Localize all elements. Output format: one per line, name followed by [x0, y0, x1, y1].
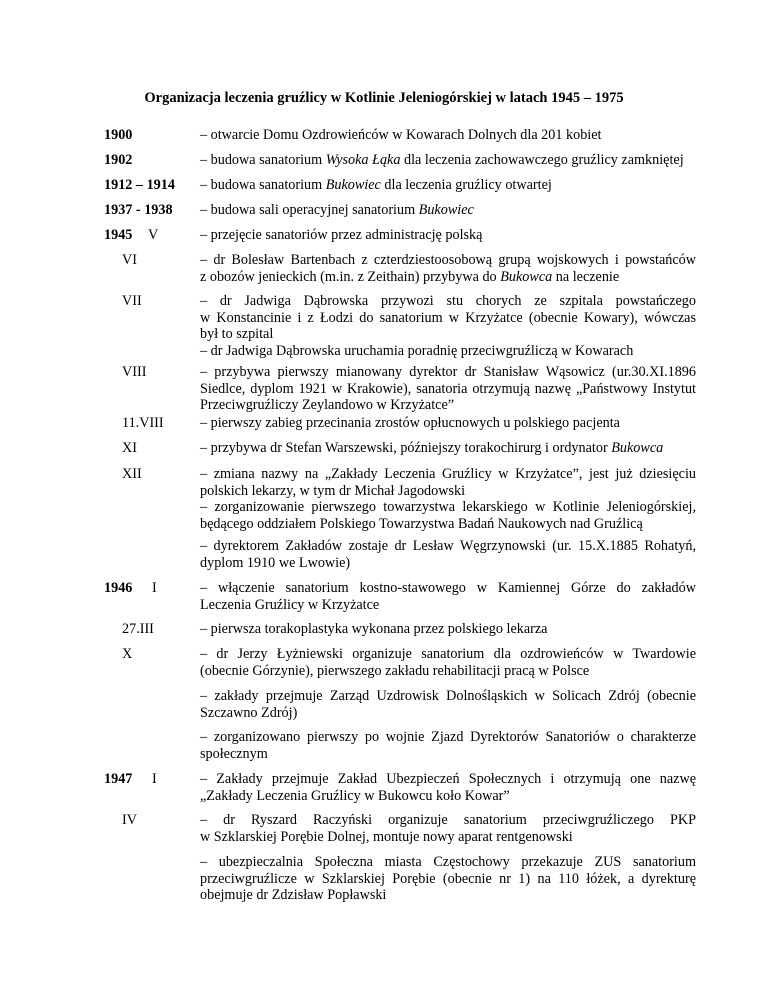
timeline-entry [104, 202, 696, 219]
timeline-entry [104, 127, 696, 144]
entry-text: przeciwgruźlicze w Szklarskiej Porębie (obecnie nr 1) na 110 łóżek, a dyrekturę [200, 870, 696, 887]
entry-text: – dr Jadwiga Dąbrowska przywozi stu chorych ze szpitala powstańczego [200, 293, 696, 309]
entry-text: – dr Jerzy Łyżniewski organizuje sanatorium dla ozdrowieńców w Twardowie [200, 646, 696, 662]
timeline-entry [104, 729, 696, 762]
entry-text: będącego oddziałem Polskiego Towarzystwa Badań Naukowych nad Gruźlicą [200, 515, 643, 532]
timeline-entry [104, 580, 696, 613]
timeline-entry [104, 771, 696, 804]
entry-text: – dr Jadwiga Dąbrowska uruchamia poradnię przeciwgruźliczą w Kowarach [200, 342, 634, 359]
entry-text: – przybywa dr Stefan Warszewski, późniejszy torakochirurg i ordynator Bukowca [200, 440, 664, 456]
entry-year: 1900 [104, 127, 133, 143]
timeline-entry [104, 252, 696, 285]
entry-text: w Szklarskiej Porębie Dolnej, montuje nowy aparat rentgenowski [200, 828, 573, 845]
entry-month: VII [122, 293, 142, 309]
entry-text: – włączenie sanatorium kostno-stawowego w Kamiennej Górze do zakładów [200, 580, 696, 596]
timeline-entry [104, 538, 696, 571]
entry-text: – ubezpieczalnia Społeczna miasta Częstochowy przekazuje ZUS sanatorium [200, 854, 696, 870]
timeline-entry [104, 227, 696, 244]
entry-month: X [122, 646, 133, 662]
entry-text: – budowa sanatorium Wysoka Łąka dla leczenia zachowawczego gruźlicy zamkniętej [200, 152, 684, 168]
entry-year: 1912 – 1914 [104, 177, 175, 193]
entry-text: – budowa sali operacyjnej sanatorium Bukowiec [200, 202, 474, 218]
entry-text: – budowa sanatorium Bukowiec dla leczenia gruźlicy otwartej [200, 177, 552, 193]
entry-text: – przejęcie sanatoriów przez administrację polską [200, 227, 483, 243]
entry-month: 11.VIII [122, 415, 164, 431]
entry-year: 1946 [104, 580, 133, 596]
entry-text: – dr Bolesław Bartenbach z czterdziestoosobową grupą wojskowych i powstańców [200, 252, 696, 268]
entry-text: Siedlce, dyplom 1921 w Krakowie), sanatoria otrzymują nazwę „Państwowy Instytut [200, 380, 696, 397]
entry-text: – zorganizowano pierwszy po wojnie Zjazd Dyrektorów Sanatoriów o charakterze [200, 729, 696, 745]
entry-year: 1947 [104, 771, 133, 787]
document-title: Organizacja leczenia gruźlicy w Kotlinie Jeleniogórskiej w latach 1945 – 1975 [144, 90, 624, 106]
entry-year: 1945 [104, 227, 133, 243]
entry-text: dyplom 1910 we Lwowie) [200, 554, 351, 571]
entry-text: Leczenia Gruźlicy w Krzyżatce [200, 596, 380, 613]
entry-text: – dr Ryszard Raczyński organizuje sanatorium przeciwgruźliczego PKP [200, 812, 696, 828]
entry-text: (obecnie Górzynie), pierwszego zakładu rehabilitacji pracą w Polsce [200, 662, 590, 679]
entry-text: – Zakłady przejmuje Zakład Ubezpieczeń Społecznych i otrzymują one nazwę [200, 771, 696, 787]
timeline-entry [104, 415, 696, 432]
entry-text: społecznym [200, 745, 268, 762]
entry-text: – zakłady przejmuje Zarząd Uzdrowisk Dolnośląskich w Solicach Zdrój (obecnie [200, 688, 696, 704]
timeline-entry [104, 466, 696, 532]
timeline-entry [104, 854, 696, 904]
entry-month: XI [122, 440, 137, 456]
entry-text: „Zakłady Leczenia Gruźlicy w Bukowcu koło Kowar” [200, 787, 510, 804]
entry-year: 1902 [104, 152, 133, 168]
entry-text: był to szpital [200, 326, 274, 342]
entry-text: Szczawno Zdrój) [200, 704, 298, 721]
timeline-entry [104, 364, 696, 414]
entry-text: z obozów jenieckich (m.in. z Zeithain) przybywa do Bukowca na leczenie [200, 268, 620, 285]
entry-text: w Konstancinie i z Łodzi do sanatorium w Krzyżatce (obecnie Kowary), wówczas [200, 309, 696, 326]
entry-text: Przeciwgruźliczy Zeylandowo w Krzyżatce” [200, 397, 455, 413]
timeline-entry [104, 152, 696, 169]
entry-month: 27.III [122, 621, 154, 637]
entry-text: – pierwszy zabieg przecinania zrostów opłucnowych u polskiego pacjenta [200, 415, 620, 431]
entry-text: – dyrektorem Zakładów zostaje dr Lesław Węgrzynowski (ur. 15.X.1885 Rohatyń, [200, 538, 696, 554]
timeline-entry [104, 812, 696, 845]
entry-month: XII [122, 466, 142, 482]
timeline-entry [104, 440, 696, 457]
entry-text: – zmiana nazwy na „Zakłady Leczenia Gruźlicy w Krzyżatce”, jest już dziesięciu [200, 466, 696, 482]
timeline-entry [104, 293, 696, 359]
timeline-entry [104, 646, 696, 679]
entry-text: – zorganizowanie pierwszego towarzystwa lekarskiego w Kotlinie Jeleniogórskiej, [200, 499, 696, 515]
entry-text: – przybywa pierwszy mianowany dyrektor dr Stanisław Wąsowicz (ur.30.XI.1896 [200, 364, 696, 380]
entry-month: IV [122, 812, 137, 828]
timeline-entry [104, 688, 696, 721]
timeline-entry [104, 621, 696, 638]
entry-text: – pierwsza torakoplastyka wykonana przez polskiego lekarza [200, 621, 548, 637]
entry-month: I [152, 580, 157, 596]
entry-text: polskich lekarzy, w tym dr Michał Jagodowski [200, 482, 466, 499]
entry-text: obejmuje dr Zdzisław Popławski [200, 887, 387, 903]
entry-year: 1937 - 1938 [104, 202, 173, 218]
entry-month: I [152, 771, 157, 787]
entry-month: V [148, 227, 159, 243]
entry-month: VIII [122, 364, 147, 380]
entry-text: – otwarcie Domu Ozdrowieńców w Kowarach Dolnych dla 201 kobiet [200, 127, 602, 143]
timeline-entry [104, 177, 696, 194]
entry-month: VI [122, 252, 137, 268]
